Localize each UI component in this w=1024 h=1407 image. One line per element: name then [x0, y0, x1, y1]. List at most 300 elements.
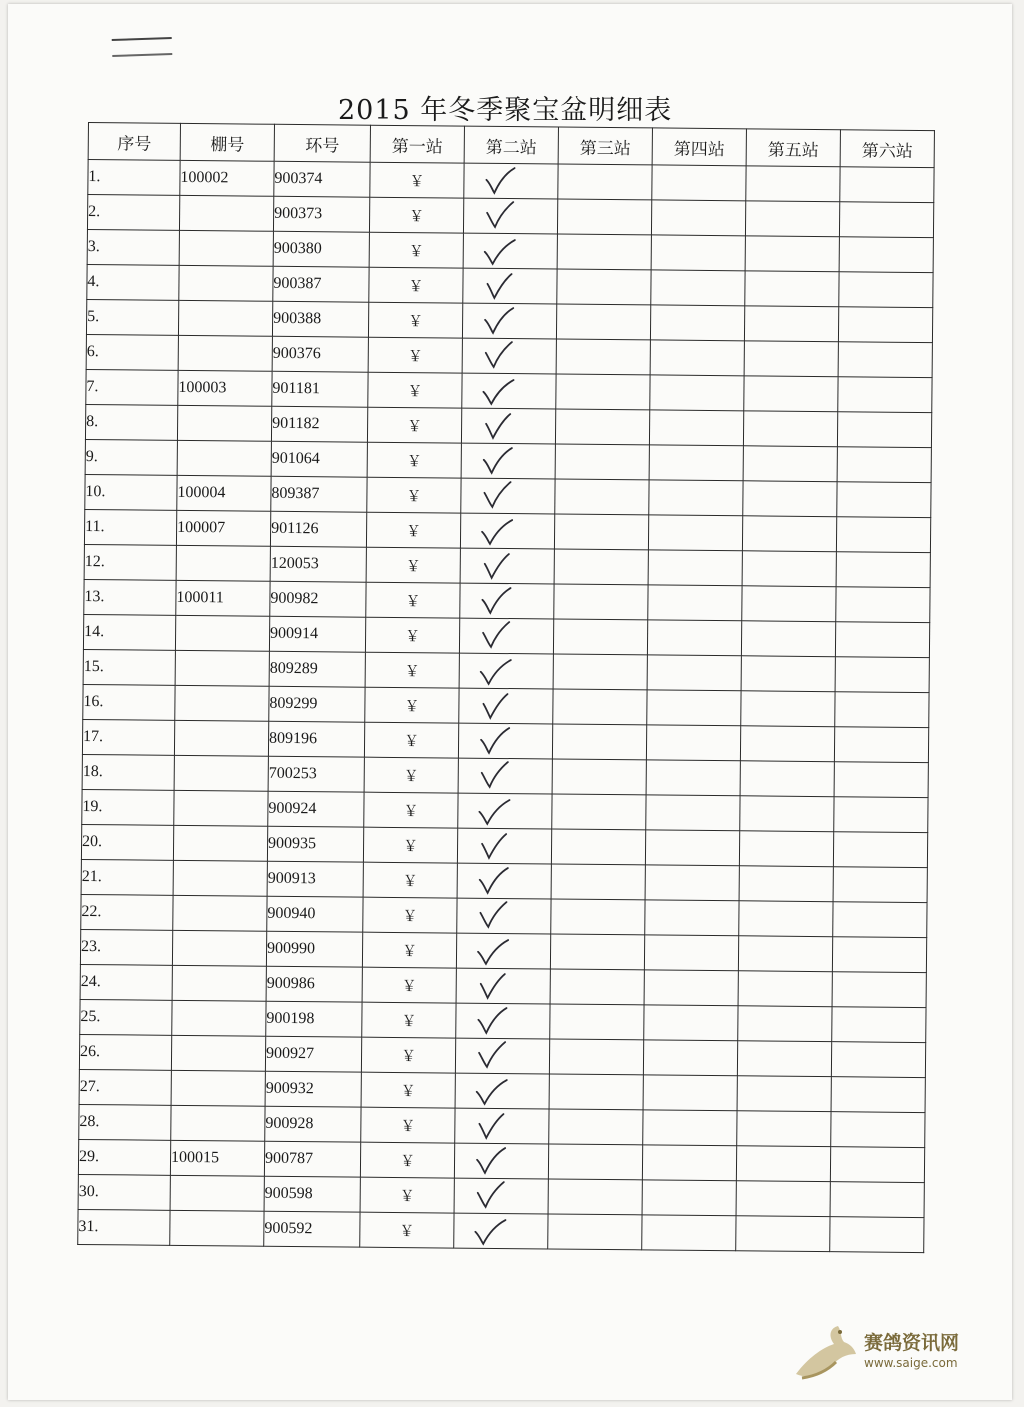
cell-station-2 [463, 233, 557, 269]
cell-station-4 [650, 340, 744, 376]
checkmark-icon [473, 1146, 507, 1176]
cell-station-3 [548, 1214, 642, 1250]
checkmark-icon [477, 691, 511, 721]
cell-station-5 [744, 341, 838, 377]
table-row [78, 1209, 924, 1252]
cell-seq: 20. [81, 824, 173, 860]
cell-station-6 [832, 972, 926, 1008]
cell-station-4 [644, 1005, 738, 1041]
cell-station-6 [836, 587, 930, 623]
page-title: 2015 年冬季聚宝盆明细表 [338, 95, 673, 126]
cell-station-6 [833, 867, 927, 903]
cell-seq: 12. [84, 544, 176, 580]
cell-station-5 [740, 761, 834, 797]
cell-station-6 [832, 1007, 926, 1043]
cell-station-5 [736, 1146, 830, 1182]
cell-seq: 26. [79, 1034, 171, 1070]
cell-station-1: ￥ [365, 687, 459, 723]
cell-ring: 900914 [269, 616, 365, 652]
cell-station-5 [737, 1111, 831, 1147]
cell-station-2 [455, 1073, 549, 1109]
cell-seq: 4. [87, 264, 179, 300]
cell-ring: 900924 [268, 791, 364, 827]
cell-station-4 [651, 235, 745, 271]
cell-loft [174, 755, 268, 791]
cell-station-2 [462, 303, 556, 339]
cell-ring: 809196 [268, 721, 364, 757]
cell-station-3 [551, 899, 645, 935]
watermark-name: 赛鸽资讯网 [864, 1332, 960, 1354]
cell-station-3 [553, 654, 647, 690]
cell-station-3 [550, 969, 644, 1005]
cell-station-5 [737, 1076, 831, 1112]
checkmark-icon [482, 166, 516, 196]
cell-ring: 900932 [265, 1071, 361, 1107]
checkmark-icon [481, 341, 515, 371]
cell-station-1: ￥ [361, 1072, 455, 1108]
cell-seq: 6. [86, 334, 178, 370]
cell-seq: 23. [80, 929, 172, 965]
checkmark-icon [473, 1181, 507, 1211]
checkmark-icon [482, 236, 516, 266]
cell-station-5 [741, 656, 835, 692]
cell-station-6 [836, 552, 930, 588]
cell-loft [173, 860, 267, 896]
cell-loft [175, 650, 269, 686]
cell-station-5 [741, 691, 835, 727]
cell-station-2 [461, 478, 555, 514]
cell-station-6 [831, 1077, 925, 1113]
cell-station-3 [555, 479, 649, 515]
cell-station-5 [741, 621, 835, 657]
cell-station-4 [647, 655, 741, 691]
cell-station-5 [746, 166, 840, 202]
cell-seq: 1. [88, 160, 180, 196]
cell-station-3 [550, 1004, 644, 1040]
cell-station-3 [556, 339, 650, 375]
cell-station-2 [456, 933, 550, 969]
cell-station-3 [549, 1039, 643, 1075]
cell-ring: 901126 [270, 511, 366, 547]
checkmark-icon [476, 866, 510, 896]
cell-ring: 901181 [272, 371, 368, 407]
cell-station-5 [739, 901, 833, 937]
cell-station-1: ￥ [364, 722, 458, 758]
cell-station-3 [555, 409, 649, 445]
cell-station-2 [460, 583, 554, 619]
cell-station-5 [742, 516, 836, 552]
cell-seq: 16. [83, 684, 175, 720]
cell-station-5 [745, 236, 839, 272]
cell-loft: 100007 [176, 510, 270, 546]
cell-station-3 [554, 584, 648, 620]
cell-station-3 [556, 304, 650, 340]
cell-station-6 [837, 482, 931, 518]
checkmark-icon [480, 446, 514, 476]
cell-ring: 809299 [269, 686, 365, 722]
cell-station-5 [737, 1041, 831, 1077]
cell-station-2 [459, 688, 553, 724]
checkmark-icon [479, 516, 513, 546]
cell-seq: 31. [78, 1209, 170, 1245]
cell-station-6 [835, 692, 929, 728]
paper-sheet [8, 4, 1012, 1400]
cell-station-6 [832, 937, 926, 973]
cell-ring: 900388 [272, 301, 368, 337]
cell-seq: 29. [78, 1139, 170, 1175]
cell-station-5 [745, 201, 839, 237]
cell-station-2 [462, 373, 556, 409]
cell-loft [172, 965, 266, 1001]
cell-station-2 [454, 1213, 548, 1249]
cell-station-1: ￥ [361, 1037, 455, 1073]
cell-station-2 [454, 1178, 548, 1214]
cell-station-4 [645, 900, 739, 936]
cell-station-4 [650, 375, 744, 411]
checkmark-icon [472, 1216, 506, 1246]
cell-station-5 [744, 376, 838, 412]
checkmark-icon [478, 621, 512, 651]
cell-loft [174, 790, 268, 826]
cell-station-1: ￥ [360, 1212, 454, 1248]
cell-seq: 8. [85, 404, 177, 440]
cell-station-6 [839, 272, 933, 308]
cell-station-2 [457, 828, 551, 864]
cell-station-6 [831, 1112, 925, 1148]
checkmark-icon [475, 936, 509, 966]
cell-station-6 [838, 307, 932, 343]
cell-station-3 [549, 1074, 643, 1110]
cell-station-4 [649, 480, 743, 516]
cell-station-2 [455, 1108, 549, 1144]
cell-ring: 900787 [264, 1141, 360, 1177]
cell-seq: 7. [86, 369, 178, 405]
cell-station-2 [463, 198, 557, 234]
checkmark-icon [479, 551, 513, 581]
checkmark-icon [481, 306, 515, 336]
cell-station-1: ￥ [363, 862, 457, 898]
cell-station-3 [548, 1179, 642, 1215]
cell-station-2 [456, 968, 550, 1004]
cell-station-5 [739, 831, 833, 867]
cell-loft [176, 545, 270, 581]
cell-station-4 [646, 760, 740, 796]
cell-seq: 13. [84, 579, 176, 615]
cell-station-6 [830, 1147, 924, 1183]
cell-seq: 14. [83, 614, 175, 650]
cell-station-4 [652, 165, 746, 201]
cell-station-1: ￥ [369, 267, 463, 303]
cell-loft [177, 440, 271, 476]
cell-station-4 [647, 620, 741, 656]
cell-loft [170, 1210, 264, 1246]
cell-ring: 900913 [267, 861, 363, 897]
checkmark-icon [474, 1041, 508, 1071]
cell-station-1: ￥ [368, 337, 462, 373]
checkmark-icon [482, 201, 516, 231]
cell-ring: 900373 [273, 196, 369, 232]
pigeon-logo-icon [788, 1318, 862, 1392]
cell-ring: 809289 [269, 651, 365, 687]
cell-station-5 [743, 446, 837, 482]
checkmark-icon [477, 726, 511, 756]
cell-station-6 [835, 622, 929, 658]
watermark [788, 1316, 1008, 1396]
cell-station-5 [736, 1181, 830, 1217]
cell-station-3 [551, 864, 645, 900]
cell-seq: 10. [85, 474, 177, 510]
cell-station-6 [833, 832, 927, 868]
cell-loft: 100015 [170, 1140, 264, 1176]
cell-station-2 [461, 443, 555, 479]
cell-station-1: ￥ [360, 1142, 454, 1178]
cell-station-1: ￥ [363, 827, 457, 863]
header-station-4: 第四站 [652, 128, 746, 166]
cell-station-2 [459, 653, 553, 689]
cell-ring: 900380 [273, 231, 369, 267]
cell-loft [178, 300, 272, 336]
cell-station-2 [461, 408, 555, 444]
cell-seq: 5. [86, 299, 178, 335]
cell-ring: 900940 [267, 896, 363, 932]
checkmark-icon [473, 1111, 507, 1141]
cell-ring: 900198 [266, 1001, 362, 1037]
checkmark-icon [480, 411, 514, 441]
cell-station-6 [839, 237, 933, 273]
cell-station-1: ￥ [360, 1177, 454, 1213]
checkmark-icon [480, 376, 514, 406]
cell-seq: 11. [84, 509, 176, 545]
cell-loft [173, 825, 267, 861]
cell-station-1: ￥ [368, 372, 462, 408]
cell-ring: 900374 [274, 161, 370, 197]
cell-station-4 [643, 1075, 737, 1111]
cell-station-3 [557, 234, 651, 270]
cell-seq: 24. [80, 964, 172, 1000]
cell-loft [175, 615, 269, 651]
cell-station-4 [642, 1180, 736, 1216]
cell-station-4 [648, 550, 742, 586]
cell-station-4 [645, 865, 739, 901]
cell-station-4 [648, 515, 742, 551]
cell-station-3 [557, 269, 651, 305]
cell-seq: 15. [83, 649, 175, 685]
cell-station-2 [458, 758, 552, 794]
cell-loft [179, 265, 273, 301]
cell-loft [177, 405, 271, 441]
cell-station-6 [837, 412, 931, 448]
checkmark-icon [475, 901, 509, 931]
cell-ring: 900927 [265, 1036, 361, 1072]
cell-station-1: ￥ [366, 582, 460, 618]
cell-station-5 [742, 586, 836, 622]
cell-ring: 901064 [271, 441, 367, 477]
cell-station-4 [643, 1110, 737, 1146]
cell-station-3 [553, 619, 647, 655]
header-seq: 序号 [88, 123, 180, 161]
cell-station-6 [838, 342, 932, 378]
cell-station-4 [644, 935, 738, 971]
staple-mark [112, 37, 173, 57]
cell-station-4 [651, 270, 745, 306]
cell-station-4 [650, 305, 744, 341]
cell-station-1: ￥ [367, 442, 461, 478]
cell-station-2 [455, 1038, 549, 1074]
cell-seq: 21. [81, 859, 173, 895]
cell-station-4 [645, 830, 739, 866]
ledger-body [78, 160, 934, 1253]
cell-station-2 [457, 863, 551, 899]
cell-station-2 [454, 1143, 548, 1179]
checkmark-icon [476, 831, 510, 861]
cell-ring: 900982 [270, 581, 366, 617]
cell-station-1: ￥ [364, 792, 458, 828]
cell-station-4 [642, 1145, 736, 1181]
cell-ring: 900598 [264, 1176, 360, 1212]
cell-station-4 [643, 1040, 737, 1076]
cell-station-1: ￥ [366, 547, 460, 583]
cell-ring: 900376 [272, 336, 368, 372]
cell-station-3 [549, 1109, 643, 1145]
checkmark-icon [474, 1006, 508, 1036]
cell-station-3 [551, 829, 645, 865]
cell-ring: 900928 [265, 1106, 361, 1142]
cell-station-2 [457, 898, 551, 934]
cell-station-3 [552, 794, 646, 830]
cell-station-4 [646, 795, 740, 831]
cell-station-2 [462, 338, 556, 374]
cell-station-6 [838, 377, 932, 413]
cell-seq: 17. [82, 719, 174, 755]
cell-station-5 [739, 866, 833, 902]
cell-seq: 30. [78, 1174, 170, 1210]
cell-seq: 18. [82, 754, 174, 790]
cell-station-1: ￥ [363, 897, 457, 933]
cell-station-2 [460, 513, 554, 549]
cell-loft [179, 230, 273, 266]
cell-ring: 900935 [267, 826, 363, 862]
cell-station-4 [651, 200, 745, 236]
cell-ring: 120053 [270, 546, 366, 582]
cell-station-4 [648, 585, 742, 621]
cell-station-3 [555, 444, 649, 480]
cell-station-4 [644, 970, 738, 1006]
cell-loft [174, 720, 268, 756]
checkmark-icon [476, 796, 510, 826]
cell-loft [172, 930, 266, 966]
cell-ring: 700253 [268, 756, 364, 792]
cell-station-4 [646, 725, 740, 761]
cell-seq: 3. [87, 229, 179, 265]
header-station-1: 第一站 [370, 125, 464, 163]
cell-station-6 [830, 1182, 924, 1218]
cell-seq: 9. [85, 439, 177, 475]
cell-station-5 [743, 411, 837, 447]
cell-ring: 809387 [271, 476, 367, 512]
cell-station-4 [649, 445, 743, 481]
cell-seq: 28. [79, 1104, 171, 1140]
cell-station-3 [553, 689, 647, 725]
checkmark-icon [475, 971, 509, 1001]
cell-loft [171, 1035, 265, 1071]
cell-station-2 [463, 268, 557, 304]
checkmark-icon [477, 761, 511, 791]
cell-station-5 [740, 726, 834, 762]
cell-station-6 [837, 447, 931, 483]
cell-station-4 [649, 410, 743, 446]
cell-seq: 27. [79, 1069, 171, 1105]
cell-ring: 900986 [266, 966, 362, 1002]
cell-station-1: ￥ [362, 1002, 456, 1038]
cell-station-6 [830, 1217, 924, 1253]
cell-station-5 [738, 936, 832, 972]
cell-station-5 [742, 551, 836, 587]
cell-station-1: ￥ [366, 512, 460, 548]
cell-station-1: ￥ [367, 407, 461, 443]
cell-station-1: ￥ [364, 757, 458, 793]
cell-station-3 [557, 199, 651, 235]
cell-station-1: ￥ [370, 162, 464, 198]
cell-seq: 2. [87, 195, 179, 231]
cell-station-1: ￥ [365, 617, 459, 653]
cell-station-1: ￥ [369, 232, 463, 268]
cell-station-6 [834, 762, 928, 798]
ledger-table [77, 122, 935, 1253]
cell-seq: 25. [80, 999, 172, 1035]
cell-loft [175, 685, 269, 721]
cell-station-5 [744, 306, 838, 342]
cell-station-2 [459, 618, 553, 654]
cell-station-1: ￥ [367, 477, 461, 513]
cell-station-5 [738, 1006, 832, 1042]
cell-seq: 22. [81, 894, 173, 930]
cell-station-2 [464, 163, 558, 199]
cell-loft [173, 895, 267, 931]
cell-station-2 [456, 1003, 550, 1039]
cell-station-3 [554, 514, 648, 550]
cell-station-5 [738, 971, 832, 1007]
cell-station-2 [458, 723, 552, 759]
cell-station-1: ￥ [369, 197, 463, 233]
checkmark-icon [478, 656, 512, 686]
cell-station-6 [831, 1042, 925, 1078]
cell-loft: 100003 [178, 370, 272, 406]
cell-station-3 [552, 759, 646, 795]
cell-station-6 [833, 902, 927, 938]
cell-station-5 [745, 271, 839, 307]
cell-station-6 [834, 797, 928, 833]
cell-station-6 [836, 517, 930, 553]
checkmark-icon [481, 271, 515, 301]
cell-loft [170, 1175, 264, 1211]
cell-loft [178, 335, 272, 371]
cell-station-5 [740, 796, 834, 832]
watermark-url: www.saige.com [864, 1356, 958, 1370]
cell-ring: 900592 [264, 1211, 360, 1247]
cell-station-1: ￥ [365, 652, 459, 688]
header-loft: 棚号 [180, 123, 274, 161]
header-station-5: 第五站 [746, 129, 840, 167]
cell-station-4 [642, 1215, 736, 1251]
cell-ring: 900990 [266, 931, 362, 967]
cell-station-3 [558, 164, 652, 200]
cell-station-1: ￥ [362, 967, 456, 1003]
cell-loft [179, 195, 273, 231]
cell-station-2 [460, 548, 554, 584]
cell-station-6 [839, 202, 933, 238]
cell-station-5 [736, 1216, 830, 1252]
cell-station-3 [552, 724, 646, 760]
